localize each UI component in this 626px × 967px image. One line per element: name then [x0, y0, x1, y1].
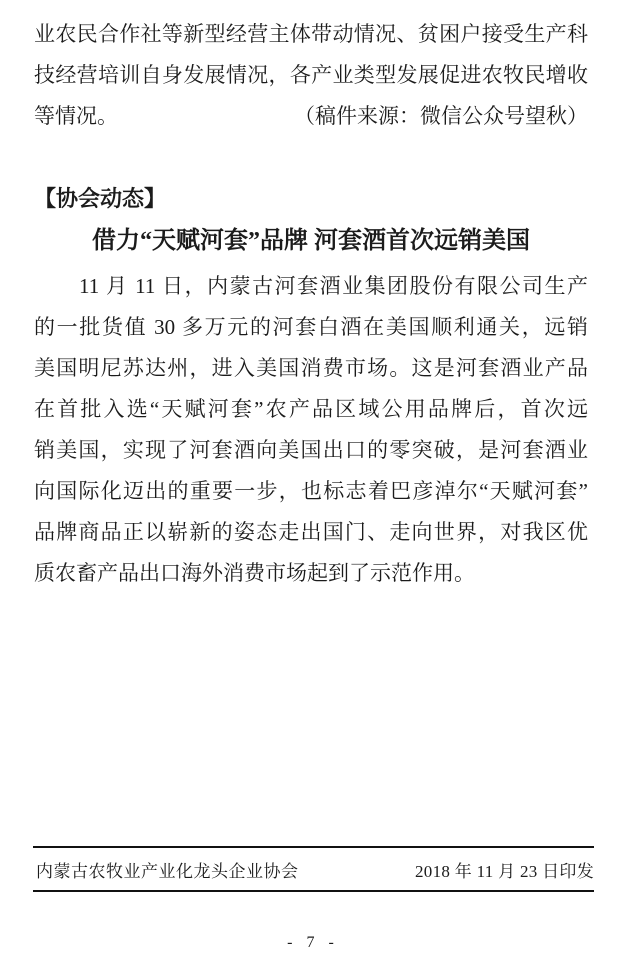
article-paragraph: [34, 266, 588, 594]
text-line: 销美国，实现了河套酒向美国出口的零突破，是河套酒业: [34, 438, 588, 462]
intro-paragraph-last-line: [34, 96, 588, 137]
section-header: 【协会动态】: [34, 186, 167, 211]
text-line: 11 月 11 日，内蒙古河套酒业集团股份有限公司生产: [34, 274, 588, 298]
text-line: 在首批入选“天赋河套”农产品区域公用品牌后，首次远: [34, 397, 588, 421]
page-content: [34, 14, 588, 594]
footer-rule-bottom: [33, 890, 594, 892]
text-line: 技经营培训自身发展情况，各产业类型发展促进农牧民增收: [34, 63, 588, 87]
text-line: 业农民合作社等新型经营主体带动情况、贫困户接受生产科: [34, 22, 588, 46]
footer-print-date: 2018 年 11 月 23 日印发: [414, 861, 594, 881]
text-line: 美国明尼苏达州，进入美国消费市场。这是河套酒业产品: [34, 356, 588, 380]
footer-organization: 内蒙古农牧业产业化龙头企业协会: [36, 861, 299, 881]
text-line: 的一批货值 30 多万元的河套白酒在美国顺利通关，远销: [34, 315, 588, 339]
footer: [33, 848, 594, 890]
text-line: 质农畜产品出口海外消费市场起到了示范作用。: [34, 561, 475, 585]
article-title: 借力“天赋河套”品牌 河套酒首次远销美国: [92, 228, 530, 254]
text-line: 向国际化迈出的重要一步，也标志着巴彦淖尔“天赋河套”: [34, 479, 588, 503]
intro-paragraph: [34, 14, 588, 96]
intro-closing-text: 等情况。: [34, 104, 118, 128]
page-number: - 7 -: [287, 934, 339, 951]
text-line: 品牌商品正以崭新的姿态走出国门、走向世界，对我区优: [34, 520, 588, 544]
source-attribution: （稿件来源：微信公众号望秋）: [294, 104, 588, 128]
